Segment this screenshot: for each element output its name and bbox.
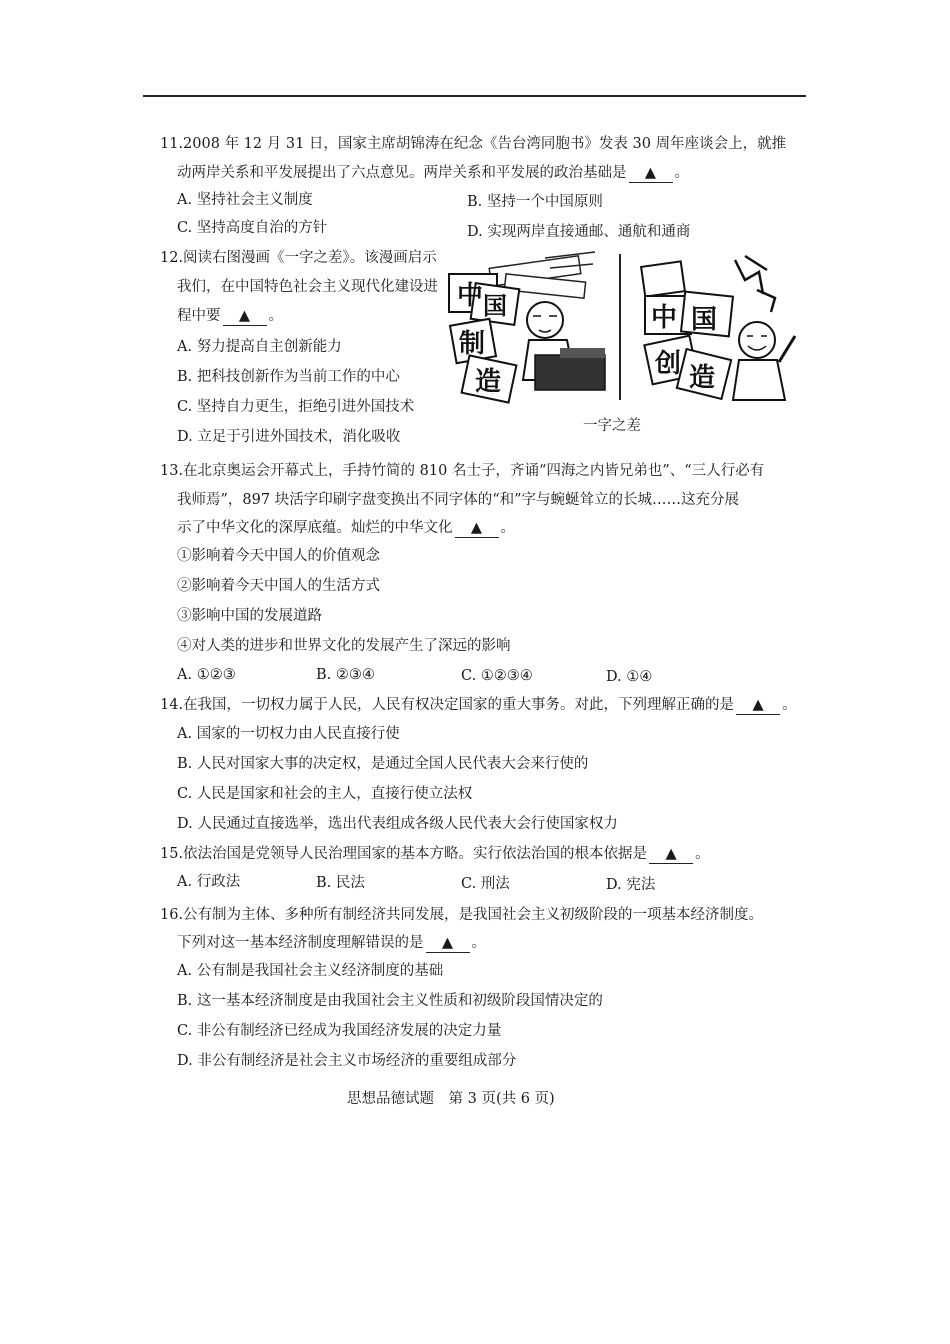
q11-option-d: D. 实现两岸直接通邮、通航和通商 [467,224,691,240]
cartoon-char: 国 [483,292,507,320]
q12-stem-line1: 12.阅读右图漫画《一字之差》。该漫画启示 [160,250,437,266]
q13-stem-line3: 示了中华文化的深厚底蕴。灿烂的中华文化 ▲ 。 [177,520,515,536]
q13-statement-3: ③影响中国的发展道路 [177,608,322,624]
header-rule [143,95,806,97]
q11-stem-line2: 动两岸关系和平发展提出了六点意见。两岸关系和平发展的政治基础是 ▲ 。 [177,165,689,181]
q13-stem-line1: 13.在北京奥运会开幕式上，手持竹简的 810 名士子，齐诵“四海之内皆兄弟也”、“三人行必有 [160,463,765,479]
q11-stem-line1: 11.2008 年 12 月 31 日，国家主席胡锦涛在纪念《告台湾同胞书》发表 30 周年座谈会上，就推 [160,136,787,152]
answer-blank: ▲ [629,164,673,183]
cartoon-char: 中 [651,303,678,333]
q16-stem-line1: 16.公有制为主体、多种所有制经济共同发展，是我国社会主义初级阶段的一项基本经济制度。 [160,907,764,923]
cartoon-left-panel [449,252,605,403]
q12-stem-line3: 程中要 ▲ 。 [177,308,283,324]
q16-option-b: B. 这一基本经济制度是由我国社会主义性质和初级阶段国情决定的 [177,993,603,1009]
q15-option-d: D. 宪法 [606,877,656,893]
q12-option-c: C. 坚持自力更生，拒绝引进外国技术 [177,399,415,415]
q15-option-a: A. 行政法 [177,874,241,890]
page-footer: 思想品德试题 第 3 页(共 6 页) [347,1091,555,1107]
q15-option-c: C. 刑法 [461,876,510,892]
answer-blank: ▲ [736,696,780,715]
q13-option-a: A. ①②③ [177,667,236,683]
cartoon-one-character-difference [445,250,800,410]
q14-option-a: A. 国家的一切权力由人民直接行使 [177,726,400,742]
q11-option-c: C. 坚持高度自治的方针 [177,220,328,236]
q13-statement-2: ②影响着今天中国人的生活方式 [177,578,380,594]
q15-stem-line1: 15.依法治国是党领导人民治理国家的基本方略。实行依法治国的根本依据是 ▲ 。 [160,846,710,862]
q14-option-b: B. 人民对国家大事的决定权，是通过全国人民代表大会来行使的 [177,756,589,772]
q13-option-c: C. ①②③④ [461,668,533,684]
cartoon-char: 制 [459,329,486,359]
q12-option-b: B. 把科技创新作为当前工作的中心 [177,369,400,385]
q13-statement-1: ①影响着今天中国人的价值观念 [177,548,380,564]
q14-stem-line1: 14.在我国，一切权力属于人民，人民有权决定国家的重大事务。对此，下列理解正确的是 ▲ 。 [160,697,797,713]
q13-option-d: D. ①④ [606,669,653,685]
q16-option-d: D. 非公有制经济是社会主义市场经济的重要组成部分 [177,1053,517,1069]
q15-option-b: B. 民法 [316,875,365,891]
answer-blank: ▲ [649,845,693,864]
q12-option-a: A. 努力提高自主创新能力 [177,339,342,355]
q13-statement-4: ④对人类的进步和世界文化的发展产生了深远的影响 [177,638,511,654]
q16-option-c: C. 非公有制经济已经成为我国经济发展的决定力量 [177,1023,502,1039]
answer-blank: ▲ [426,934,470,953]
cartoon-char: 造 [689,363,716,393]
q11-option-b: B. 坚持一个中国原则 [467,194,603,210]
q13-option-b: B. ②③④ [316,667,375,683]
q16-stem-line2: 下列对这一基本经济制度理解错误的是 ▲ 。 [177,935,486,951]
cartoon-right-panel [641,256,795,400]
q11-option-a: A. 坚持社会主义制度 [177,192,313,208]
cartoon-char: 创 [655,349,682,379]
q13-stem-line2: 我师焉”，897 块活字印刷字盘变换出不同字体的“和”字与蜿蜒耸立的长城……这充分展 [177,492,740,508]
cartoon-char: 中 [457,281,484,311]
q14-option-d: D. 人民通过直接选举，选出代表组成各级人民代表大会行使国家权力 [177,816,618,832]
q12-option-d: D. 立足于引进外国技术，消化吸收 [177,429,401,445]
cartoon-char: 造 [475,367,502,397]
answer-blank: ▲ [223,307,267,326]
answer-blank: ▲ [455,519,499,538]
q16-option-a: A. 公有制是我国社会主义经济制度的基础 [177,963,444,979]
cartoon-caption: 一字之差 [583,418,641,434]
q12-stem-line2: 我们，在中国特色社会主义现代化建设进 [177,279,438,295]
q14-option-c: C. 人民是国家和社会的主人，直接行使立法权 [177,786,473,802]
cartoon-char: 国 [691,305,718,335]
